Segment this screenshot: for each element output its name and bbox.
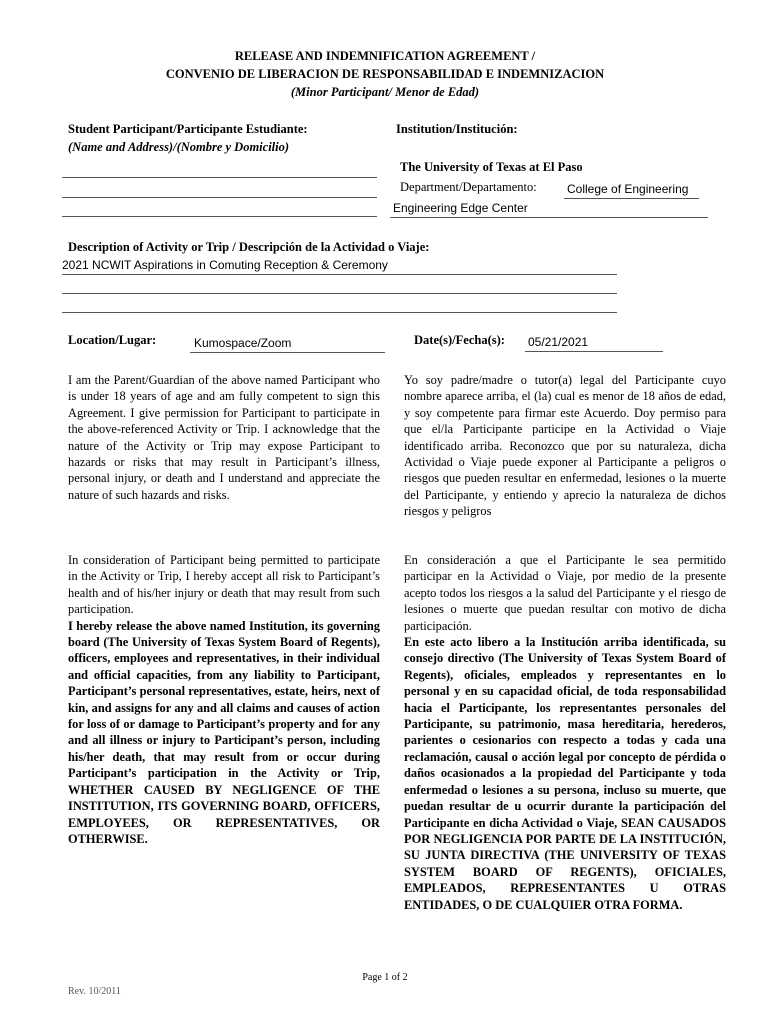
date-field[interactable]: 05/21/2021 — [528, 335, 589, 349]
activity-field[interactable]: 2021 NCWIT Aspirations in Comuting Reception & Ceremony — [62, 258, 388, 272]
spanish-risk-acceptance: En consideración a que el Participante le sea permitido participar en la Actividad o Viaje, por medio de la presente acepto todos los riesgos a la salud del Participante y el riesgo de lesiones o muerte que puedan resultar con motivo de dicha participación. — [404, 553, 726, 633]
spanish-parent-statement: Yo soy padre/madre o tutor(a) legal del Participante cuyo nombre aparece arriba, el (la) cual es menor de 18 años de edad, y soy competente para firmar este Acuerdo. Doy permiso para que el/la Participante participe en la Actividad o Viaje identificado arriba. Reconozco que por su naturaleza, dicha Actividad o Viaje puede exponer al Participante a peligros o riesgos que pueden resultar en enfermedad, lesiones o la muerte del Participante, y entiendo y aprecio la naturaleza de dichos riesgos y peligros — [404, 373, 726, 519]
date-line — [525, 351, 663, 352]
participant-line-2[interactable] — [62, 197, 377, 198]
spanish-release-clause: En este acto libero a la Institución arriba identificada, su consejo directivo (The University of Texas System Board of Regents), oficiales, empleados y representantes en lo personal y en su capacidad oficial, de toda responsabilidad hacia el Participante, los representantes personales del Participante, su patrimonio, masa hereditaria, herederos, parientes o cesionarios con respecto a todas y cada una reclamación, causal o acción legal por concepto de pérdida o daños ocasionados a la propiedad del Participante y toda enfermedad o lesiones a su persona, incluso su muerte, que puedan resultar de u ocurrir durante la participación del Participante en dicha Actividad o Viaje, SEAN CAUSADOS POR NEGLIGENCIA POR PARTE DE LA INSTITUCIÓN, SU JUNTA DIRECTIVA (THE UNIVERSITY OF TEXAS SYSTEM BOARD OF REGENTS), OFICIALES, EMPLEADOS, REPRESENTANTES U OTRAS ENTIDADES, O DE CUALQUIER OTRA FORMA. — [404, 635, 726, 912]
participant-label: Student Participant/Participante Estudiante: — [68, 122, 308, 136]
participant-line-1[interactable] — [62, 177, 377, 178]
activity-line-1 — [62, 274, 617, 275]
title-line-1: RELEASE AND INDEMNIFICATION AGREEMENT / — [234, 49, 536, 63]
department-field-line — [564, 198, 699, 199]
english-risk-acceptance: In consideration of Participant being permitted to participate in the Activity or Trip, I hereby accept all risk to Participant’s health and of his/her injury or death that may result from such participation. — [68, 553, 380, 617]
location-field[interactable]: Kumospace/Zoom — [194, 336, 292, 350]
title-line-2: CONVENIO DE LIBERACION DE RESPONSABILIDAD E INDEMNIZACION — [165, 67, 605, 81]
institution-label: Institution/Institución: — [396, 122, 518, 136]
english-release-section — [68, 552, 380, 847]
participant-sublabel: (Name and Address)/(Nombre y Domicilio) — [68, 140, 290, 154]
spanish-release-section — [404, 552, 726, 913]
activity-label: Description of Activity or Trip / Descripción de la Actividad o Viaje: — [68, 240, 430, 254]
activity-line-2[interactable] — [62, 293, 617, 294]
english-release-clause: I hereby release the above named Institution, its governing board (The University of Texas System Board of Regents), officers, employees and representatives, in their individual and official capacities, from any liability to Participant, Participant’s personal representatives, estate, heirs, next of kin, and assigns for any and all claims and causes of action for loss of or damage to Participant’s property and for any and all illness or injury to Participant’s person, including his/her death, that may result from or occur during Participant’s participation in the Activity or Trip, WHETHER CAUSED BY NEGLIGENCE OF THE INSTITUTION, ITS GOVERNING BOARD, OFFICERS, EMPLOYEES, OR REPRESENTATIVES, OR OTHERWISE. — [68, 618, 380, 846]
activity-line-3[interactable] — [62, 312, 617, 313]
title-line-3: (Minor Participant/ Menor de Edad) — [290, 85, 480, 99]
location-line — [190, 352, 385, 353]
date-label: Date(s)/Fecha(s): — [414, 333, 505, 347]
english-parent-statement: I am the Parent/Guardian of the above named Participant who is under 18 years of age and am fully competent to sign this Agreement. I give permission for Participant to participate in the above-referenced Activity or Trip. I acknowledge that the nature of the Activity or Trip may expose Participant to hazards or risks that may result in Participant’s illness, personal injury, or death and I understand and appreciate the nature of such hazards and risks. — [68, 373, 380, 502]
revision-label: Rev. 10/2011 — [68, 986, 121, 997]
page-number: Page 1 of 2 — [362, 972, 408, 983]
location-label: Location/Lugar: — [68, 333, 157, 347]
department-label: Department/Departamento: — [400, 180, 537, 194]
participant-line-3[interactable] — [62, 216, 377, 217]
department-field[interactable]: College of Engineering — [567, 182, 689, 196]
department-field-2-line — [390, 217, 708, 218]
department-field-2[interactable]: Engineering Edge Center — [393, 201, 528, 215]
institution-name: The University of Texas at El Paso — [400, 160, 583, 174]
